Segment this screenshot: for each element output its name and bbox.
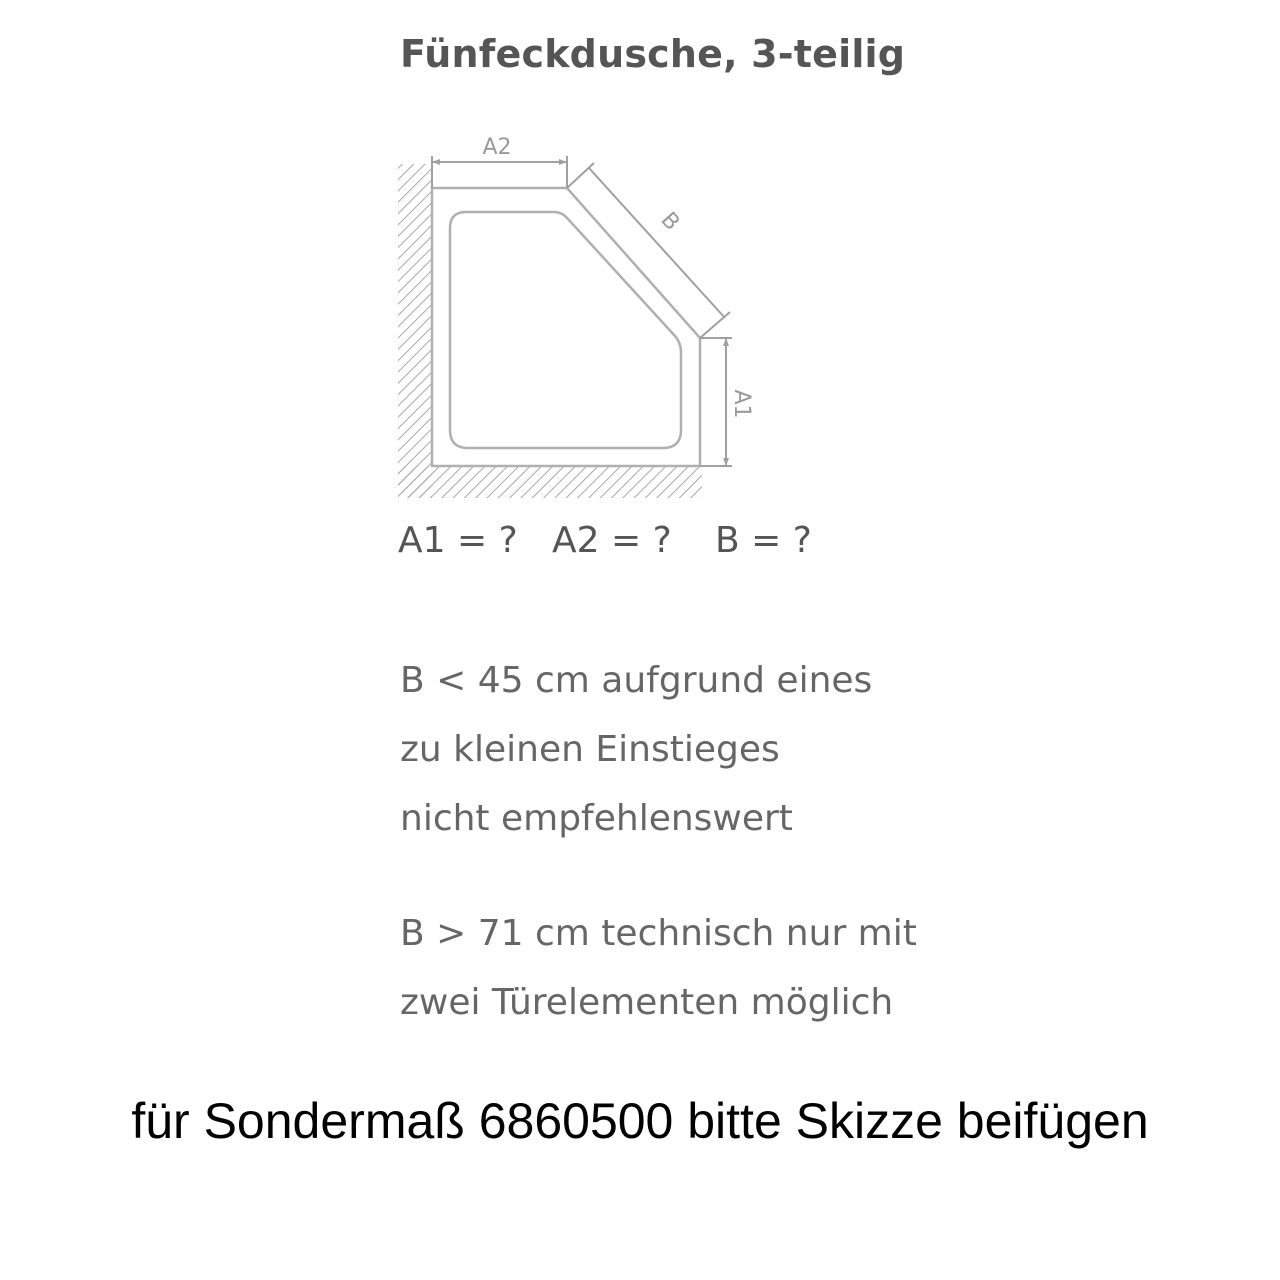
a2-label: A2 (482, 135, 512, 160)
a1-arrow-bottom (723, 458, 729, 466)
b-extension-bottom (700, 312, 730, 338)
note-max-line-2: zwei Türelementen möglich (400, 982, 894, 1023)
footer-instruction: für Sondermaß 6860500 bitte Skizze beifügen (131, 1093, 1149, 1149)
note-min-line-3: nicht empfehlenswert (400, 798, 793, 839)
formula-a2: A2 = ? (552, 520, 672, 561)
b-extension-top (567, 163, 594, 188)
wall-hatch-left (398, 164, 432, 498)
wall-hatch-bottom (398, 466, 702, 498)
formula-b: B = ? (715, 520, 812, 561)
a2-arrow-right (559, 159, 567, 165)
note-min-line-2: zu kleinen Einstieges (400, 729, 780, 770)
note-min-line-1: B < 45 cm aufgrund eines (400, 660, 873, 701)
a1-arrow-top (723, 338, 729, 346)
tray-outline (432, 188, 700, 466)
formula-a1: A1 = ? (398, 520, 518, 561)
b-label: B (655, 207, 685, 236)
a2-arrow-left (432, 159, 440, 165)
note-max-line-1: B > 71 cm technisch nur mit (400, 913, 917, 954)
page-title: Fünfeckdusche, 3-teilig (400, 32, 906, 76)
a1-label: A1 (729, 389, 754, 419)
